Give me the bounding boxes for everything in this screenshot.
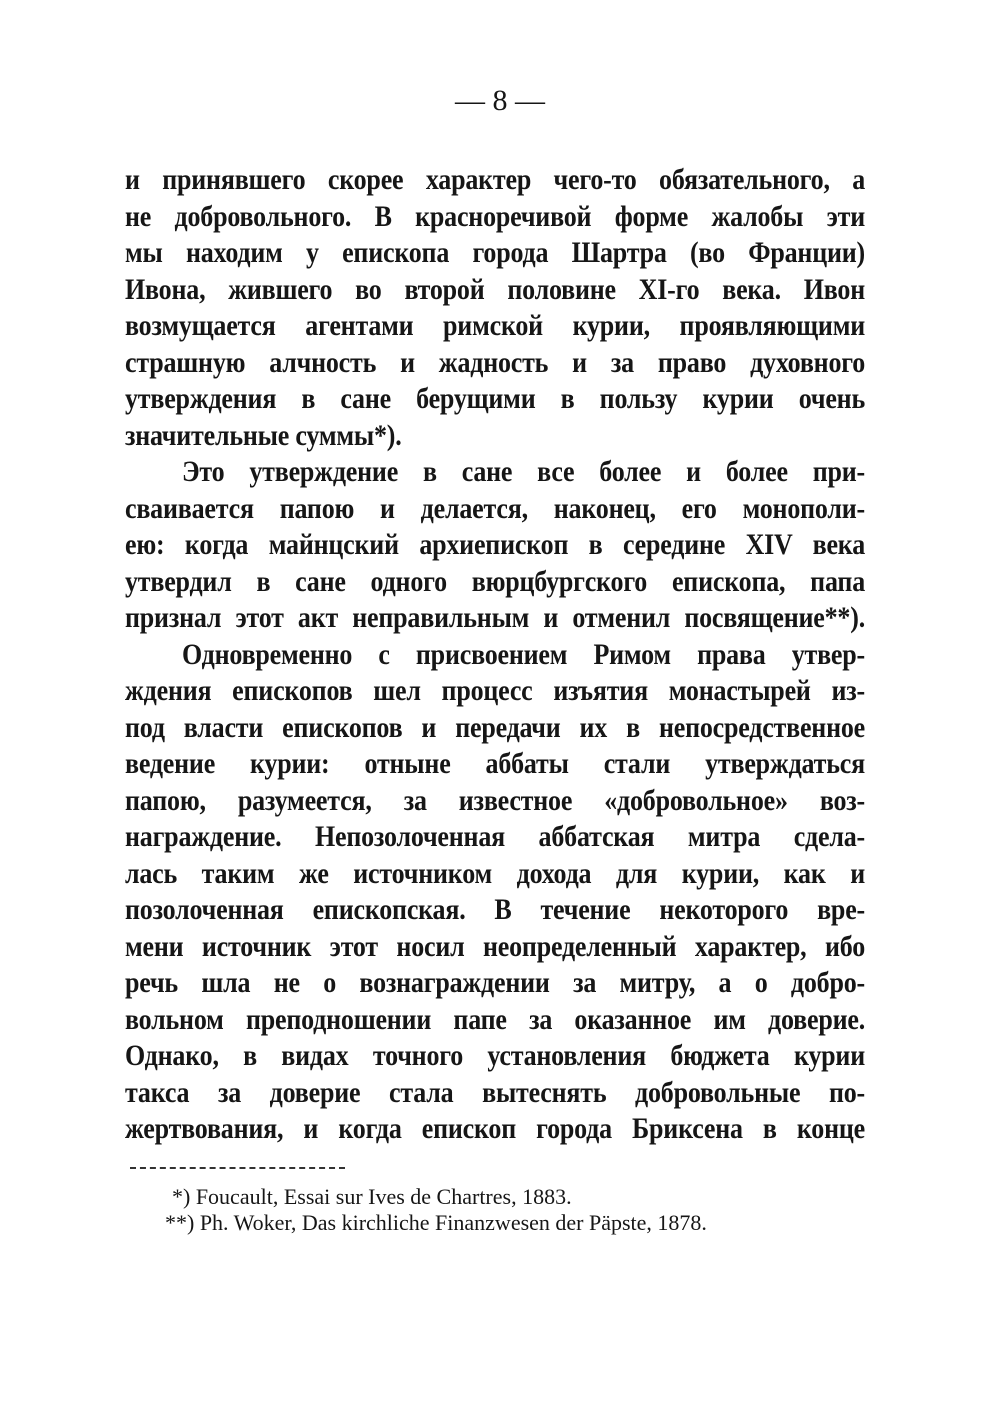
footnote-2: **) Ph. Woker, Das kirchliche Finanzwesen der Päpste, 1878. xyxy=(165,1210,707,1235)
text-line: речь шла не о вознаграждении за митру, а о добро- xyxy=(125,966,865,999)
footnote-divider xyxy=(130,1167,345,1169)
body-text xyxy=(125,162,865,1148)
text-line: признал этот акт неправильным и отменил посвящение**). xyxy=(125,601,865,634)
text-line: сваивается папою и делается, наконец, его монополи- xyxy=(125,491,865,525)
page-number: — 8 — xyxy=(455,84,545,117)
text-line: вольном преподношении папе за оказанное им доверие. xyxy=(125,1002,865,1036)
text-line: под власти епископов и передачи их в непосредственное xyxy=(125,710,865,744)
text-line: Однако, в видах точного установления бюджета курии xyxy=(125,1039,865,1072)
text-line: мы находим у епископа города Шартра (во Франции) xyxy=(125,236,865,269)
text-line: и принявшего скорее характер чего-то обязательного, а xyxy=(125,163,865,196)
text-line: лась таким же источником дохода для курии, как и xyxy=(125,856,865,890)
text-line: не добровольного. В красноречивой форме жалобы эти xyxy=(125,199,865,233)
text-line: ею: когда майнцский архиепископ в середине XIV века xyxy=(125,528,865,561)
text-line: ведение курии: отныне аббаты стали утверждаться xyxy=(125,747,865,780)
text-line: Это утверждение в сане все более и более при- xyxy=(182,455,865,488)
text-line: страшную алчность и жадность и за право духовного xyxy=(125,345,865,379)
text-line: возмущается агентами римской курии, проявляющими xyxy=(125,309,865,342)
text-line: утвердил в сане одного вюрцбургского епископа, папа xyxy=(125,564,865,598)
text-line: награждение. Непозолоченная аббатская митра сдела- xyxy=(125,820,865,853)
text-line: мени источник этот носил неопределенный характер, ибо xyxy=(125,929,865,963)
text-line: Ивона, жившего во второй половине XI-го века. Ивон xyxy=(125,272,865,306)
text-line: такса за доверие стала вытеснять добровольные по- xyxy=(125,1075,865,1109)
text-line: жертвования, и когда епископ города Бриксена в конце xyxy=(125,1112,865,1145)
text-line: позолоченная епископская. В течение некоторого вре- xyxy=(125,893,865,926)
text-line: утверждения в сане берущими в пользу курии очень xyxy=(125,382,865,415)
text-line: ждения епископов шел процесс изъятия монастырей из- xyxy=(125,674,865,707)
text-line: папою, разумеется, за известное «добровольное» воз- xyxy=(125,783,865,817)
text-line: значительные суммы*). xyxy=(125,418,402,452)
text-line: Одновременно с присвоением Римом права утвер- xyxy=(182,637,865,671)
footnote-1: *) Foucault, Essai sur Ives de Chartres, 1883. xyxy=(172,1184,572,1209)
